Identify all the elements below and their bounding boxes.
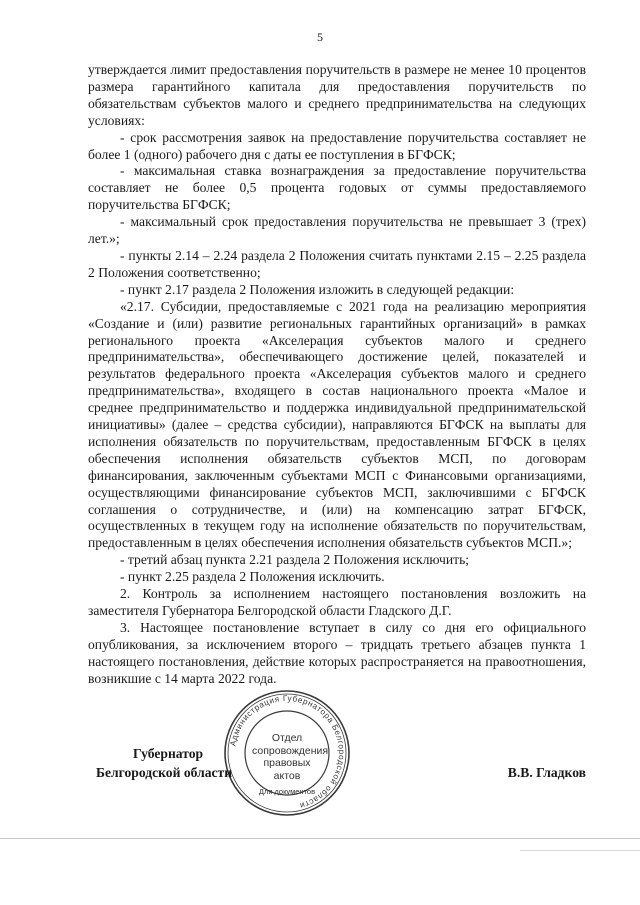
stamp-line: правовых — [263, 757, 311, 769]
paragraph: - срок рассмотрения заявок на предоставление поручительства составляет не более 1 (одного) рабочего дня с даты ее поступления в БГФСК; — [88, 129, 586, 162]
paragraph: - максимальный срок предоставления поручительства не превышает 3 (трех) лет.»; — [88, 214, 586, 247]
signature-block — [0, 746, 640, 806]
signatory-name: В.В. Гладков — [507, 765, 586, 780]
paragraph: «2.17. Субсидии, предоставляемые с 2021 года на реализацию мероприятия «Создание и (или) развитие региональных гарантийных организаций» в рамках регионального проекта «Акселерация субъектов малого и среднего предпринимательства», обеспечивающего достижение целей, показателей и результатов федерального проекта «Акселерация субъектов малого и среднего предпринимательства», входящего в состав национального проекта «Малое и среднее предпринимательство и поддержка индивидуальной предпринимательской инициативы» (далее – средства субсидии), направляются БГФСК на выплаты для исполнения обязательств по поручительствам, предоставленным БГФСК в целях обеспечения исполнения обязательств субъектов МСП, по договорам финансирования, заключенным субъектами МСП с Финансовыми организациями, осуществляющими финансирование субъектов МСП, заключившими с БГФСК соглашения о сотрудничестве, и (или) на компенсацию затрат БГФСК, осуществленных в текущем году на исполнение обязательств по поручительствам, предоставленным в целях обеспечения исполнения обязательств субъектов МСП.»; — [88, 298, 586, 551]
stamp-ring-text: Администрация Губернатора Белгородской области — [228, 693, 347, 811]
stamp-line: Отдел — [271, 732, 303, 744]
paragraph: 3. Настоящее постановление вступает в силу со дня его официального опубликования, за исключением второго – тридцать третьего абзацев пункта 1 настоящего постановления, действие которых распространяется на правоотношения, возникшие с 14 марта 2022 года. — [88, 619, 586, 686]
paragraph: - третий абзац пункта 2.21 раздела 2 Положения исключить; — [120, 552, 470, 568]
stamp-line: сопровождения — [252, 744, 329, 757]
paragraph: - пункт 2.25 раздела 2 Положения исключить. — [120, 569, 385, 585]
paragraph: утверждается лимит предоставления поручительств в размере не менее 10 процентов размера гарантийного капитала для предоставления поручительств по обязательствам субъектов малого и среднего предпринимательства на следующих условиях: — [88, 62, 586, 128]
paragraph: - пункты 2.14 – 2.24 раздела 2 Положения считать пунктами 2.15 – 2.25 раздела 2 Положения соответственно; — [88, 247, 586, 280]
page-number: 5 — [317, 30, 323, 44]
signatory-title: Губернатор — [133, 746, 204, 761]
scan-fold-line — [520, 850, 640, 851]
scan-fold-line — [0, 838, 640, 839]
paragraph: 2. Контроль за исполнением настоящего постановления возложить на заместителя Губернатора Белгородской области Гладского Д.Г. — [88, 586, 586, 618]
paragraph: - максимальная ставка вознаграждения за предоставление поручительства составляет не более 0,5 процента годовых от суммы предоставляемого поручительства БГФСК; — [88, 163, 586, 213]
document-body — [88, 62, 586, 688]
stamp-bottom-text: Для документов — [258, 787, 316, 796]
stamp-line: актов — [273, 769, 301, 782]
paragraph: - пункт 2.17 раздела 2 Положения изложить в следующей редакции: — [120, 281, 515, 297]
signatory-region: Белгородской области — [96, 765, 233, 780]
